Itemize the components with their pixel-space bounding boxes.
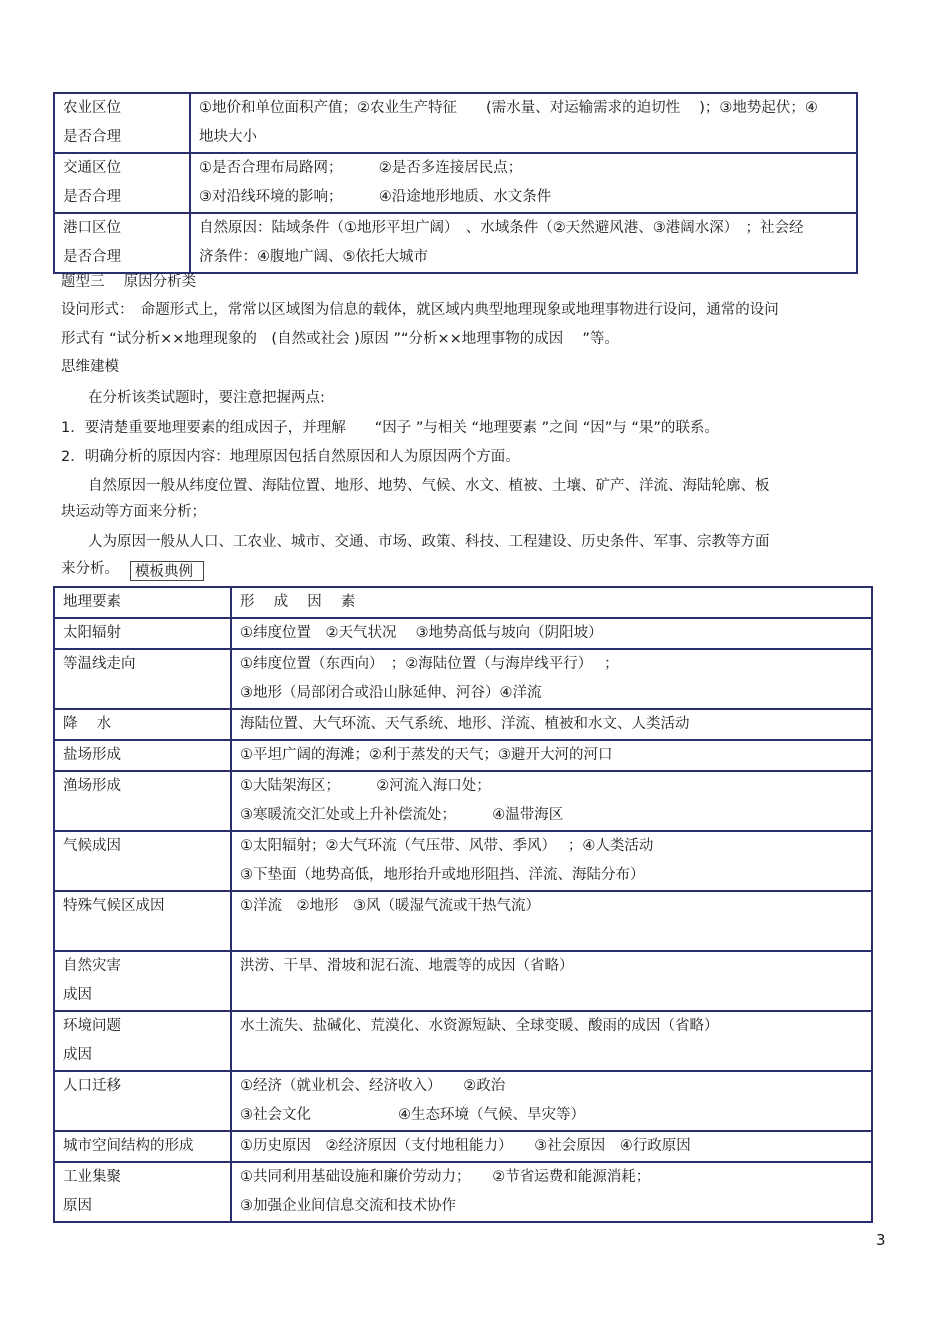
row-content-cell: [231, 1011, 872, 1071]
row-label-cell: [54, 1011, 231, 1071]
row-content: ①经济（就业机会、经济收入） ②政治: [240, 1078, 506, 1094]
question-form-line-2: 形式有 “试分析××地理现象的 (自然或社会 )原因 ”“分析××地理事物的成因 ”等。: [61, 331, 619, 347]
table-row: [54, 831, 872, 891]
table-row: [54, 1162, 872, 1222]
human-causes-line-2: 来分析。: [61, 561, 119, 577]
row-label-cell: [54, 153, 190, 213]
row-content-cell: [231, 709, 872, 740]
row-label: [63, 921, 222, 950]
row-content: ①是否合理布局路网； ②是否多连接居民点；: [199, 160, 523, 176]
row-content-cell: [231, 831, 872, 891]
section-heading: 题型三 原因分析类: [61, 274, 197, 290]
row-label: 成因: [63, 1047, 92, 1063]
row-content-cell: [231, 891, 872, 951]
row-label-cell: [54, 649, 231, 709]
row-label-cell: [54, 709, 231, 740]
row-content: 自然原因：陆域条件（①地形平坦广阔） 、水域条件（②天然避风港、③港阔水深） ；社会经: [199, 220, 804, 236]
row-content: 地块大小: [199, 129, 257, 145]
row-content: ①共同利用基础设施和廉价劳动力； ②节省运费和能源消耗；: [240, 1169, 651, 1185]
table-row: [54, 891, 872, 951]
row-label: 气候成因: [63, 838, 121, 854]
row-label: 是否合理: [63, 189, 121, 205]
row-label-cell: [54, 618, 231, 649]
row-content-cell: [231, 618, 872, 649]
table-row: [54, 213, 857, 273]
location-rationality-table: [53, 92, 858, 274]
row-content: ③寒暖流交汇处或上升补偿流处； ④温带海区: [240, 807, 564, 823]
row-label: 等温线走向: [63, 656, 136, 672]
table-row: [54, 709, 872, 740]
template-example-label: 模板典例: [130, 561, 204, 581]
row-content-cell: [231, 951, 872, 1011]
row-content-cell: [231, 649, 872, 709]
table-row: [54, 740, 872, 771]
row-content: ①历史原因 ②经济原因（支付地租能力） ③社会原因 ④行政原因: [240, 1138, 691, 1154]
row-content-cell: [190, 213, 857, 273]
table-row: [54, 649, 872, 709]
row-content-cell: [231, 771, 872, 831]
row-label: 工业集聚: [63, 1169, 121, 1185]
row-label-cell: [54, 831, 231, 891]
row-content: ①纬度位置（东西向） ；②海陆位置（与海岸线平行） ；: [240, 656, 619, 672]
row-label: 农业区位: [63, 100, 121, 116]
row-label-cell: [54, 93, 190, 153]
row-content: ①大陆架海区； ②河流入海口处；: [240, 778, 491, 794]
row-content-cell: [231, 740, 872, 771]
row-label-cell: [54, 1162, 231, 1222]
thinking-model-heading: 思维建模: [61, 359, 119, 375]
row-label: 降 水: [63, 716, 112, 732]
row-label: 成因: [63, 987, 92, 1003]
row-content: ③对沿线环境的影响； ④沿途地形地质、水文条件: [199, 189, 552, 205]
row-content: [240, 1041, 863, 1070]
row-content: ③地形（局部闭合或沿山脉延伸、河谷）④洋流: [240, 685, 542, 701]
question-form-line-1: 设问形式： 命题形式上，常常以区域图为信息的载体，就区域内典型地理现象或地理事物进行设问，通常的设问: [61, 302, 779, 318]
natural-causes-line-1: 自然原因一般从纬度位置、海陆位置、地形、地势、气候、水文、植被、土壤、矿产、洋流、海陆轮廓、板: [88, 478, 770, 494]
row-content: ③加强企业间信息交流和技术协作: [240, 1198, 456, 1214]
row-content: ①平坦广阔的海滩；②利于蒸发的天气；③避开大河的河口: [240, 747, 613, 763]
row-content: 形 成 因 素: [240, 594, 356, 610]
table-row: [54, 587, 872, 618]
row-label: [63, 1101, 222, 1130]
table-row: [54, 1011, 872, 1071]
row-label: 环境问题: [63, 1018, 121, 1034]
row-label-cell: [54, 771, 231, 831]
row-content: ③社会文化 ④生态环境（气候、旱灾等）: [240, 1107, 585, 1123]
row-content: 水土流失、盐碱化、荒漠化、水资源短缺、全球变暖、酸雨的成因（省略）: [240, 1018, 719, 1034]
row-label: 原因: [63, 1198, 92, 1214]
row-label: 人口迁移: [63, 1078, 121, 1094]
row-label: 港口区位: [63, 220, 121, 236]
row-label: 地理要素: [63, 594, 121, 610]
row-content: ①太阳辐射；②大气环流（气压带、风带、季风） ；④人类活动: [240, 838, 654, 854]
row-label: 太阳辐射: [63, 625, 121, 641]
row-label-cell: [54, 1131, 231, 1162]
natural-causes-line-2: 块运动等方面来分析；: [61, 504, 206, 520]
row-label-cell: [54, 891, 231, 951]
table-row: [54, 618, 872, 649]
row-label-cell: [54, 1071, 231, 1131]
row-content: ①洋流 ②地形 ③风（暖湿气流或干热气流）: [240, 898, 540, 914]
cause-factors-table: [53, 586, 873, 1223]
row-content: ③下垫面（地势高低，地形抬升或地形阻挡、洋流、海陆分布）: [240, 867, 645, 883]
row-content: ①地价和单位面积产值；②农业生产特征 (需水量、对运输需求的迫切性 )；③地势起伏；④: [199, 100, 818, 116]
table-row: [54, 951, 872, 1011]
row-content: 济条件：④腹地广阔、⑤依托大城市: [199, 249, 428, 265]
row-label: 渔场形成: [63, 778, 121, 794]
table-row: [54, 93, 857, 153]
analysis-intro: 在分析该类试题时，要注意把握两点:: [88, 390, 325, 406]
row-label-cell: [54, 740, 231, 771]
row-label: 是否合理: [63, 249, 121, 265]
row-content: 海陆位置、大气环流、天气系统、地形、洋流、植被和水文、人类活动: [240, 716, 690, 732]
row-label-cell: [54, 213, 190, 273]
row-label: 交通区位: [63, 160, 121, 176]
row-content-cell: [190, 153, 857, 213]
row-content-cell: [190, 93, 857, 153]
row-content-cell: [231, 1071, 872, 1131]
row-label: 是否合理: [63, 129, 121, 145]
point-1: 1．要清楚重要地理要素的组成因子，并理解 “因子 ”与相关 “地理要素 ”之间 “因”与 “果”的联系。: [61, 420, 719, 436]
row-content-cell: [231, 587, 872, 618]
row-content: 洪涝、干旱、滑坡和泥石流、地震等的成因（省略）: [240, 958, 574, 974]
row-label: 城市空间结构的形成: [63, 1138, 194, 1154]
table-row: [54, 771, 872, 831]
row-content: [240, 921, 863, 950]
row-content: ①纬度位置 ②天气状况 ③地势高低与坡向（阴阳坡）: [240, 625, 603, 641]
table-row: [54, 1131, 872, 1162]
table-row: [54, 153, 857, 213]
page-number: 3: [876, 1231, 886, 1249]
row-label-cell: [54, 587, 231, 618]
row-content-cell: [231, 1131, 872, 1162]
human-causes-line-1: 人为原因一般从人口、工农业、城市、交通、市场、政策、科技、工程建设、历史条件、军事、宗教等方面: [88, 534, 770, 550]
table-row: [54, 1071, 872, 1131]
row-content: [240, 981, 863, 1010]
row-label: 自然灾害: [63, 958, 121, 974]
row-label-cell: [54, 951, 231, 1011]
row-content-cell: [231, 1162, 872, 1222]
row-label: 特殊气候区成因: [63, 898, 165, 914]
row-label: 盐场形成: [63, 747, 121, 763]
point-2: 2．明确分析的原因内容：地理原因包括自然原因和人为原因两个方面。: [61, 449, 520, 465]
